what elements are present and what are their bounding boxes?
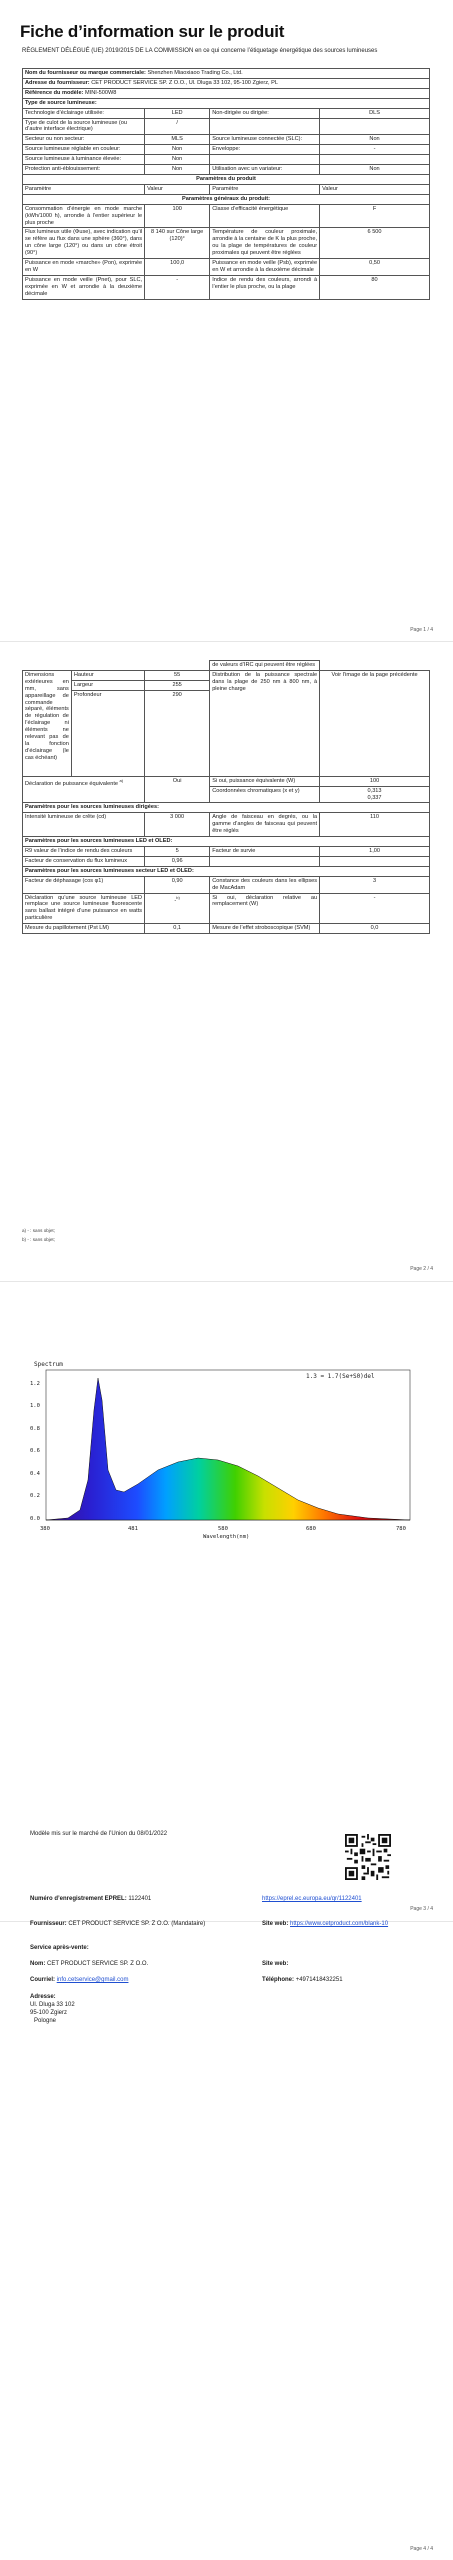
- table-row: R9 valeur de l’indice de rendu des couleurs 5 Facteur de survie 1,00: [23, 846, 430, 856]
- column-headers: Paramètre Valeur Paramètre Valeur: [23, 184, 430, 194]
- table-row: Puissance en mode «marche» (Pon), exprimée en W 100,0 Puissance en mode veille (Psb), exprimée en W et arrondie à la deuxième décimale 0,50: [23, 259, 430, 276]
- y-tick: 1.0: [30, 1403, 40, 1409]
- name-row: Nom: CET PRODUCT SERVICE SP. Z O.O.: [30, 1961, 149, 1967]
- y-tick: 0.2: [30, 1493, 40, 1499]
- table-row: Source lumineuse à luminance élevée: Non: [23, 155, 430, 165]
- product-params-table-cont: [22, 660, 430, 934]
- address-block: Adresse: Ul. Dluga 33 102 95-100 Zgierz Pologne: [30, 1994, 75, 2024]
- address-value: CET PRODUCT SERVICE SP. Z O.O., Ul. Dluga 33 102, 95-100 Zgierz, PL: [91, 79, 278, 86]
- page-1: [0, 0, 453, 640]
- table-row: Puissance en mode veille (Pnet), pour SLC, exprimée en W et arrondie à la deuxième décimale - Indice de rendu des couleurs, arrondi à l’entier le plus proche, ou la plage 80: [23, 275, 430, 299]
- table-row: Coordonnées chromatiques (x et y) 0,313 0,337: [23, 786, 430, 803]
- page-number: Page 2 / 4: [410, 1266, 433, 1272]
- table-row: Secteur ou non secteur: MLS Source lumineuse connectée (SLC): Non: [23, 135, 430, 145]
- spectrum-label: Spectrum: [34, 1361, 63, 1368]
- supplier-site-link[interactable]: https://www.cetproduct.com/blank-10: [290, 1921, 389, 1927]
- supplier-value: Shenzhen Miaoxiaoo Trading Co., Ltd.: [147, 70, 243, 76]
- email-row: Courriel: info.cetservice@gmail.com: [30, 1977, 129, 1983]
- table-row: Profondeur 290: [23, 690, 430, 776]
- type-header: Type de source lumineuse:: [23, 98, 430, 108]
- table-row: Déclaration de puissance équivalente $^{a)}$ Oui Si oui, puissance équivalente (W) 100: [23, 776, 430, 786]
- x-tick: 580: [218, 1526, 228, 1532]
- table-row: Déclaration qu’une source lumineuse LED remplace une source lumineuse fluorescente sans ballast intégré d’une puissance en watts particulière -$^{b)}$ Si oui, déclaration relative au remplacement (W) -: [23, 893, 430, 924]
- site2-row: Site web:: [262, 1961, 289, 1967]
- x-tick: 680: [306, 1526, 316, 1532]
- general-title: Paramètres généraux du produit:: [23, 194, 430, 204]
- model-row: Référence du modèle: MINI-500W8: [23, 88, 430, 98]
- table-row: de valeurs d’IRC qui peuvent être réglées: [23, 661, 430, 671]
- oled-title: Paramètres pour les sources lumineuses LED et OLED:: [23, 837, 430, 847]
- market-date: Modèle mis sur le marché de l’Union du 08/01/2022: [30, 1831, 168, 1837]
- address-row: Adresse du fournisseur: CET PRODUCT SERVICE SP. Z O.O., Ul. Dluga 33 102, 95-100 Zgierz, PL: [23, 78, 430, 88]
- phone-row: Téléphone: +4971418432251: [262, 1977, 343, 1983]
- model-value: MINI-500W8: [85, 89, 117, 96]
- table-row: Protection anti-éblouissement: Non Utilisation avec un variateur: Non: [23, 165, 430, 175]
- table-row: Intensité lumineuse de crête (cd) 3 000 Angle de faisceau en degrés, ou la gamme d’angles de faisceau qui peuvent être réglés 110: [23, 813, 430, 837]
- spectrum-chart: [28, 1350, 428, 1555]
- page-number: Page 3 / 4: [410, 1906, 433, 1912]
- y-tick: 0.4: [30, 1471, 40, 1477]
- table-row: Dimensions extérieures en mm, sans appareillage de commande séparé, éléments de régulation de l’éclairage ni éléments ne relevant pas de la fonction d’éclairage (le cas échéant) Hauteur 55 Distribution de la puissance spectrale dans la plage de 250 nm à 800 nm, à pleine charge Voir l’image de la page précédente: [23, 670, 430, 680]
- eprel-link[interactable]: https://eprel.ec.europa.eu/qr/1122401: [262, 1896, 362, 1902]
- formula-text: 1.3 = 1.7(Se+S0)del: [306, 1373, 375, 1380]
- table-row: Consommation d’énergie en mode marche (kWh/1000 h), arrondie à l’entier supérieur le plus proche 100 Classe d’efficacité énergétique F: [23, 204, 430, 228]
- y-tick: 1.2: [30, 1381, 40, 1387]
- product-info-table: [22, 68, 430, 300]
- aftersales-label: Service après-vente:: [30, 1945, 89, 1951]
- table-row: Technologie d’éclairage utilisée: LED Non-dirigée ou dirigée: DLS: [23, 108, 430, 118]
- page-2: [0, 642, 453, 1280]
- supplier-site-row: Site web: https://www.cetproduct.com/blank-10: [262, 1921, 389, 1927]
- dimensions-label: Dimensions extérieures en mm, sans appareillage de commande séparé, éléments de régulation de l’éclairage ni éléments ne relevant pas de la fonction d’éclairage (le cas échéant): [23, 670, 72, 776]
- regulation-text: RÈGLEMENT DÉLÉGUÉ (UE) 2019/2015 DE LA COMMISSION en ce qui concerne l’étiquetage énergétique des sources lumineuses: [22, 48, 378, 54]
- supplier-row: Nom du fournisseur ou marque commerciale: Shenzhen Miaoxiaoo Trading Co., Ltd.: [23, 69, 430, 79]
- x-tick: 780: [396, 1526, 406, 1532]
- email-link[interactable]: info.cetservice@gmail.com: [56, 1977, 129, 1983]
- table-row: Largeur 255: [23, 680, 430, 690]
- directed-title: Paramètres pour les sources lumineuses dirigées:: [23, 803, 430, 813]
- page-title: Fiche d’information sur le produit: [20, 22, 285, 41]
- qr-code: [345, 1834, 391, 1880]
- mains-title: Paramètres pour les sources lumineuses secteur LED et OLED:: [23, 866, 430, 876]
- params-title: Paramètres du produit: [23, 174, 430, 184]
- table-row: Source lumineuse réglable en couleur: Non Enveloppe: -: [23, 145, 430, 155]
- x-axis-label: Wavelength(nm): [203, 1534, 250, 1540]
- eprel-row: Numéro d’enregistrement EPREL: 1122401: [30, 1896, 152, 1902]
- table-row: Facteur de conservation du flux lumineux 0,96: [23, 856, 430, 866]
- x-tick: 380: [40, 1526, 50, 1532]
- y-tick: 0.8: [30, 1426, 40, 1432]
- eprel-value: 1122401: [128, 1896, 152, 1902]
- table-row: Type de culot de la source lumineuse (ou d’autre interface électrique) /: [23, 118, 430, 135]
- page-number: Page 4 / 4: [410, 2546, 433, 2552]
- page-number: Page 1 / 4: [410, 627, 433, 633]
- table-row: Facteur de déphasage (cos φ1) 0,90 Constance des couleurs dans les ellipses de MacAdam 3: [23, 876, 430, 893]
- y-tick: 0.6: [30, 1448, 40, 1454]
- footnote-a: a) - : sans objet;: [22, 1228, 55, 1233]
- x-tick: 481: [128, 1526, 138, 1532]
- footnote-b: b) - : sans objet;: [22, 1237, 55, 1242]
- supplier-row: Fournisseur: CET PRODUCT SERVICE SP. Z O.O. (Mandataire): [30, 1921, 206, 1927]
- table-row: Mesure du papillotement (Pst LM) 0,1 Mesure de l’effet stroboscopique (SVM) 0,0: [23, 924, 430, 934]
- table-row: Flux lumineux utile (Φuse), avec indication qu’il se réfère au flux dans une sphère (360°), dans un cône large (120°) ou dans un cône étroit (90°) 8 140 sur Cône large (120)° Température de couleur proximale, arrondie à la centaine de K la plus proche, ou la plage de températures de couleur proximales qui peuvent être réglées 6 500: [23, 228, 430, 259]
- y-tick: 0.0: [30, 1516, 40, 1522]
